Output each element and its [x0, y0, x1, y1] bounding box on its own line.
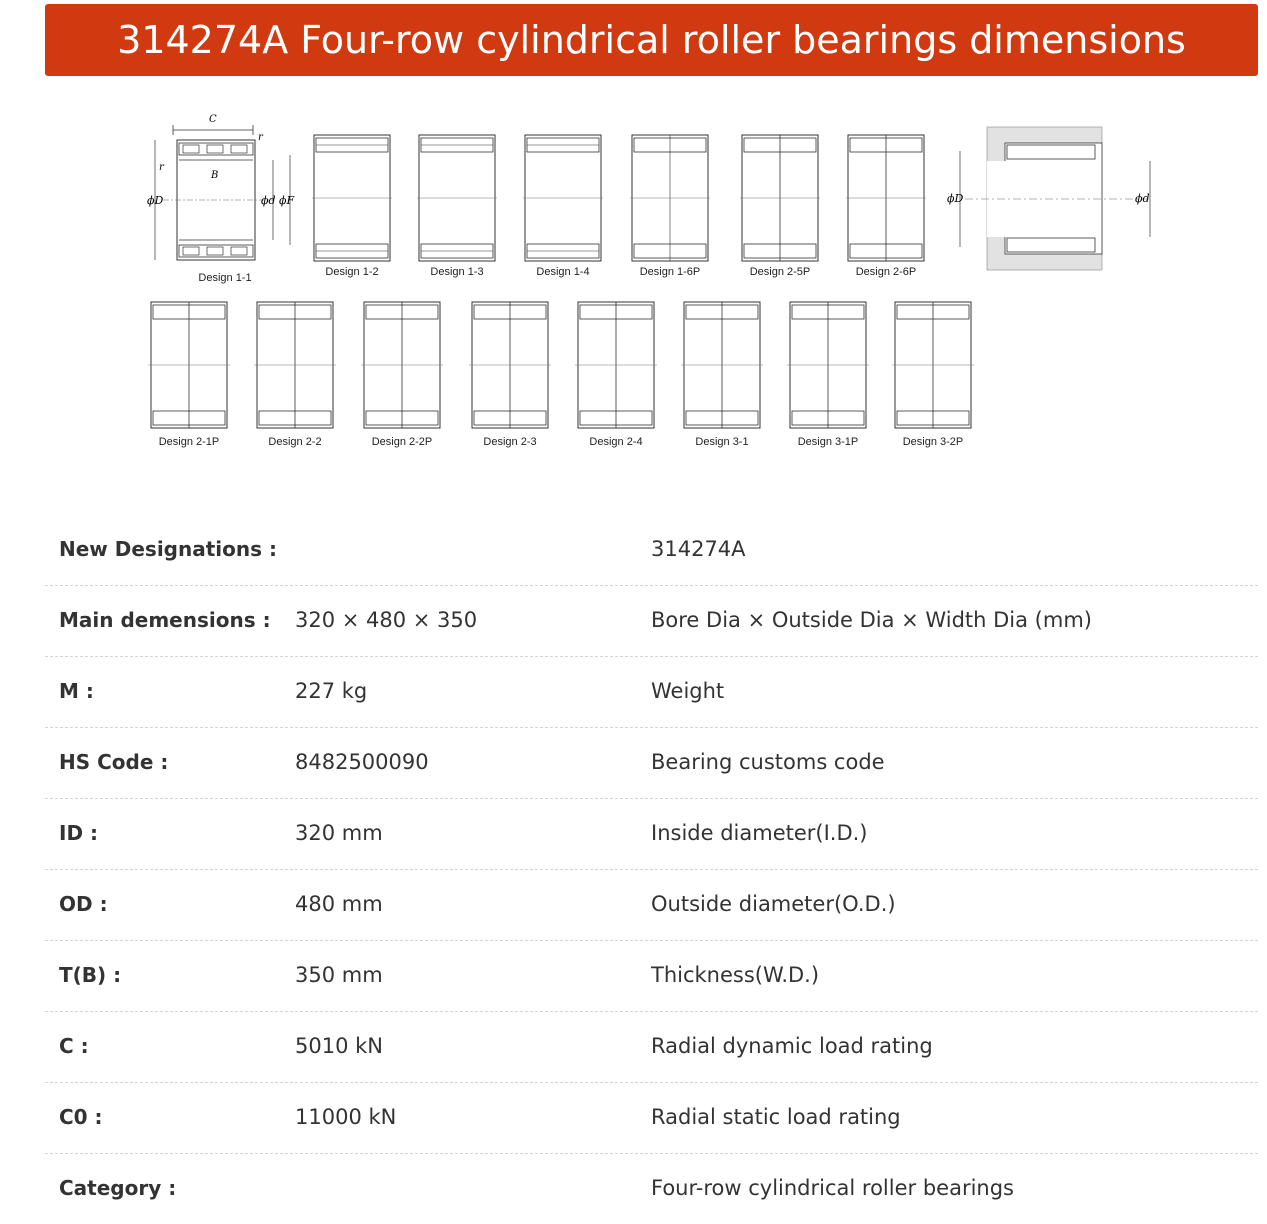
spec-description: Inside diameter(I.D.) [651, 821, 868, 845]
spec-label: Category : [59, 1176, 177, 1200]
bearing-drawing-icon [892, 300, 974, 430]
design-1-6p [630, 133, 710, 283]
spec-row-thickness [45, 941, 1258, 1012]
spec-row-new-designations [45, 515, 1258, 586]
spec-description: Bore Dia × Outside Dia × Width Dia (mm) [651, 608, 1092, 632]
design-caption: Design 3-1P [797, 436, 859, 448]
spec-row-static-load [45, 1083, 1258, 1154]
bearing-drawing-icon [630, 133, 710, 263]
design-caption: Design 1-1 [198, 272, 252, 284]
spec-row-dynamic-load [45, 1012, 1258, 1083]
bearing-drawing-icon [254, 300, 336, 430]
spec-value: 480 mm [295, 892, 383, 916]
bearing-drawing-icon [417, 133, 497, 263]
mounting-drawing-icon [945, 125, 1160, 275]
design-caption: Design 1-3 [430, 266, 484, 278]
spec-label: M : [59, 679, 94, 703]
spec-row-id [45, 799, 1258, 870]
spec-label: T(B) : [59, 963, 122, 987]
symbol-phi-d-inner: ϕd [261, 194, 276, 207]
spec-row-hs-code [45, 728, 1258, 799]
spec-label: HS Code : [59, 750, 169, 774]
spec-description: Radial static load rating [651, 1105, 901, 1129]
design-caption: Design 1-2 [325, 266, 379, 278]
spec-description: Radial dynamic load rating [651, 1034, 933, 1058]
spec-label: ID : [59, 821, 99, 845]
design-caption: Design 2-4 [589, 436, 643, 448]
page-title: 314274A Four-row cylindrical roller bearings dimensions [45, 4, 1258, 76]
bearing-drawing-icon [523, 133, 603, 263]
spec-row-category [45, 1154, 1258, 1224]
design-3-1 [681, 300, 763, 460]
spec-description: 314274A [651, 537, 746, 561]
bearing-drawing-icon [145, 110, 305, 275]
design-1-1 [145, 110, 305, 290]
spec-description: Weight [651, 679, 725, 703]
design-1-4 [523, 133, 603, 283]
bearing-drawing-icon [787, 300, 869, 430]
design-2-5p [740, 133, 820, 283]
design-caption: Design 2-2P [371, 436, 433, 448]
design-2-6p [846, 133, 926, 283]
design-3-1p [787, 300, 869, 460]
bearing-drawing-icon [846, 133, 926, 263]
design-drawings [140, 100, 1170, 460]
spec-table [45, 515, 1258, 1224]
design-caption: Design 2-6P [855, 266, 917, 278]
bearing-drawing-icon [148, 300, 230, 430]
design-caption: Design 2-2 [268, 436, 322, 448]
bearing-drawing-icon [575, 300, 657, 430]
design-caption: Design 2-3 [483, 436, 537, 448]
spec-value: 8482500090 [295, 750, 429, 774]
spec-value: 320 × 480 × 350 [295, 608, 478, 632]
design-2-1p [148, 300, 230, 460]
bearing-drawing-icon [361, 300, 443, 430]
symbol-phi-d-outer: ϕD [147, 194, 164, 207]
design-caption: Design 2-5P [749, 266, 811, 278]
symbol-phi-da-outer: ϕD [947, 192, 964, 205]
spec-description: Bearing customs code [651, 750, 885, 774]
spec-label: C0 : [59, 1105, 103, 1129]
spec-description: Thickness(W.D.) [651, 963, 820, 987]
symbol-phi-fw: ϕF [279, 194, 295, 207]
design-2-3 [469, 300, 551, 460]
symbol-r1: r [159, 162, 164, 173]
spec-description: Four-row cylindrical roller bearings [651, 1176, 1014, 1200]
spec-value: 320 mm [295, 821, 383, 845]
spec-label: C : [59, 1034, 89, 1058]
spec-row-od [45, 870, 1258, 941]
mounting-diagram [945, 125, 1160, 275]
spec-value: 350 mm [295, 963, 383, 987]
design-caption: Design 2-1P [158, 436, 220, 448]
spec-row-main-dimensions [45, 586, 1258, 657]
design-2-2p [361, 300, 443, 460]
design-caption: Design 3-1 [695, 436, 749, 448]
design-1-2 [312, 133, 392, 283]
spec-value: 11000 kN [295, 1105, 397, 1129]
design-caption: Design 1-6P [639, 266, 701, 278]
design-caption: Design 3-2P [902, 436, 964, 448]
symbol-phi-da-inner: ϕd [1135, 192, 1150, 205]
spec-description: Outside diameter(O.D.) [651, 892, 896, 916]
spec-value: 5010 kN [295, 1034, 383, 1058]
design-caption: Design 1-4 [536, 266, 590, 278]
spec-value: 227 kg [295, 679, 368, 703]
design-3-2p [892, 300, 974, 460]
bearing-drawing-icon [681, 300, 763, 430]
spec-label: OD : [59, 892, 108, 916]
design-2-2 [254, 300, 336, 460]
symbol-c: C [209, 114, 217, 125]
bearing-drawing-icon [740, 133, 820, 263]
bearing-drawing-icon [312, 133, 392, 263]
design-2-4 [575, 300, 657, 460]
symbol-b: B [211, 170, 219, 181]
symbol-r: r [258, 132, 263, 143]
spec-label: New Designations : [59, 537, 277, 561]
bearing-drawing-icon [469, 300, 551, 430]
design-1-3 [417, 133, 497, 283]
spec-label: Main demensions : [59, 608, 271, 632]
spec-row-weight [45, 657, 1258, 728]
